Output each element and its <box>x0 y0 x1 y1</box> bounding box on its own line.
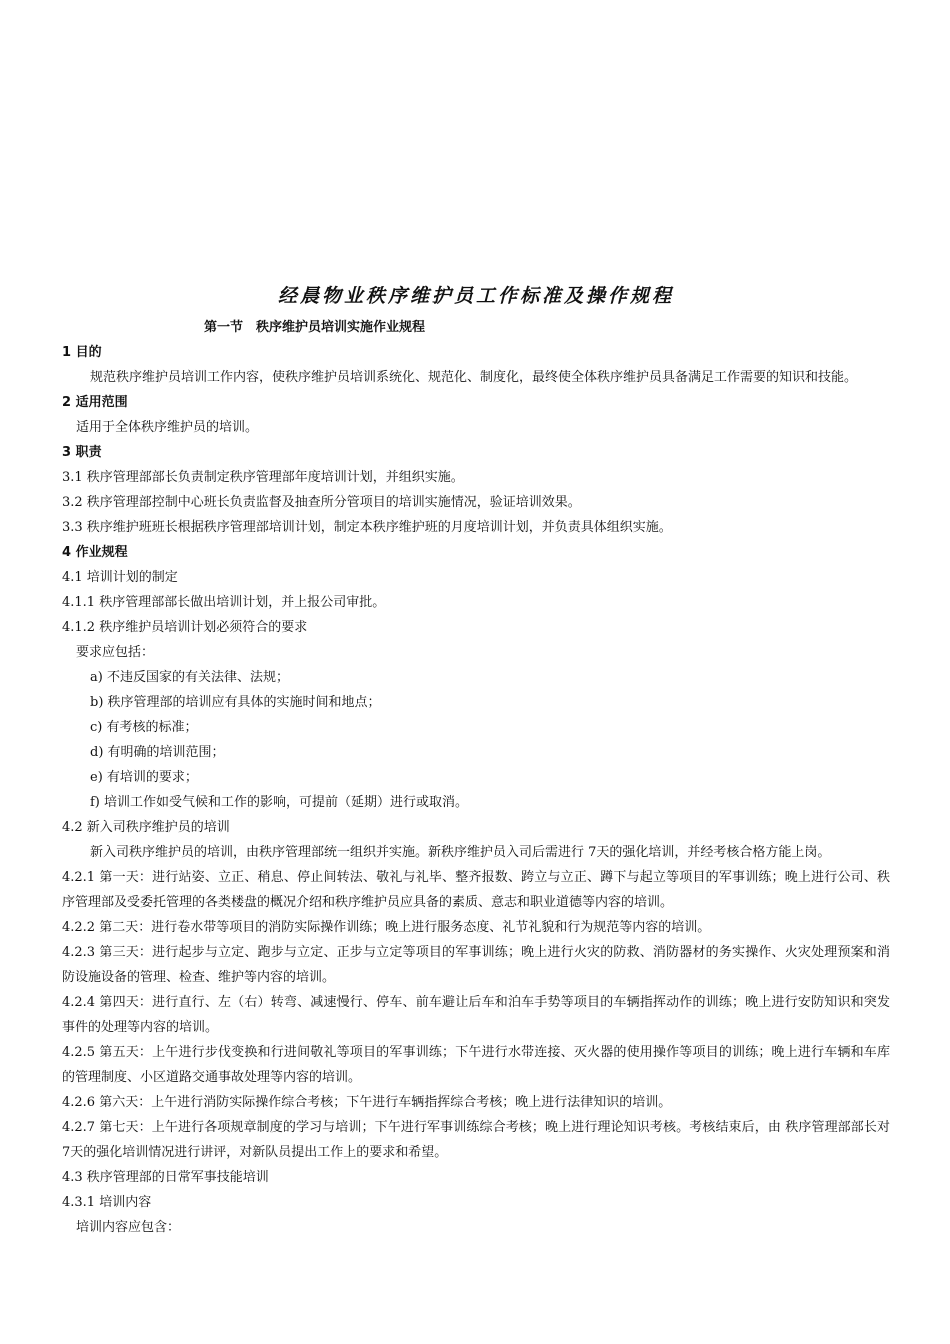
requirement-item: a) 不违反国家的有关法律、法规； <box>90 670 289 685</box>
requirement-item: f) 培训工作如受气候和工作的影响，可提前（延期）进行或取消。 <box>90 795 469 810</box>
clause-4-1-2: 4.1.2 秩序维护员培训计划必须符合的要求 <box>62 620 308 635</box>
duty-item: 3.1 秩序管理部部长负责制定秩序管理部年度培训计划，并组织实施。 <box>62 470 464 485</box>
clause-4-2: 4.2 新入司秩序维护员的培训 <box>62 820 230 835</box>
clause-4-2-body: 新入司秩序维护员的培训，由秩序管理部统一组织并实施。新秩序维护员入司后需进行 7天的强化培训，并经考核合格方能上岗。 <box>90 845 831 860</box>
training-day-item: 4.2.6 第六天：上午进行消防实际操作综合考核；下午进行车辆指挥综合考核；晚上进行法律知识的培训。 <box>62 1095 672 1110</box>
duty-item: 3.2 秩序管理部控制中心班长负责监督及抽查所分管项目的培训实施情况，验证培训效果。 <box>62 495 581 510</box>
clause-4-3-1: 4.3.1 培训内容 <box>62 1195 152 1210</box>
training-day-item: 4.2.5 第五天：上午进行步伐变换和行进间敬礼等项目的军事训练；下午进行水带连接、灭火器的使用操作等项目的训练；晚上进行车辆和车库的管理制度、小区道路交通事故处理等内容的培训。 <box>62 1045 890 1085</box>
duty-item: 3.3 秩序维护班班长根据秩序管理部培训计划，制定本秩序维护班的月度培训计划，并负责具体组织实施。 <box>62 520 672 535</box>
heading-duties: 3 职责 <box>62 445 102 460</box>
document-page <box>62 282 890 1240</box>
heading-scope: 2 适用范围 <box>62 395 128 410</box>
requirement-item: c) 有考核的标准； <box>90 720 198 735</box>
document-title: 经晨物业秩序维护员工作标准及操作规程 <box>277 285 674 307</box>
heading-procedure: 4 作业规程 <box>62 545 128 560</box>
clause-4-1: 4.1 培训计划的制定 <box>62 570 178 585</box>
training-day-item: 4.2.1 第一天：进行站姿、立正、稍息、停止间转法、敬礼与礼毕、整齐报数、跨立与立正、蹲下与起立等项目的军事训练；晚上进行公司、秩序管理部及受委托管理的各类楼盘的概况介绍和秩序维护员应具备的素质、意志和职业道德等内容的培训。 <box>62 870 890 910</box>
section-title: 第一节 秩序维护员培训实施作业规程 <box>204 320 426 335</box>
requirement-item: b) 秩序管理部的培训应有具体的实施时间和地点； <box>90 695 381 710</box>
training-day-item: 4.2.2 第二天：进行卷水带等项目的消防实际操作训练；晚上进行服务态度、礼节礼貌和行为规范等内容的培训。 <box>62 920 711 935</box>
purpose-body: 规范秩序维护员培训工作内容，使秩序维护员培训系统化、规范化、制度化，最终使全体秩序维护员具备满足工作需要的知识和技能。 <box>90 370 858 385</box>
training-day-item: 4.2.3 第三天：进行起步与立定、跑步与立定、正步与立定等项目的军事训练；晚上进行火灾的防救、消防器材的务实操作、火灾处理预案和消防设施设备的管理、检查、维护等内容的培训。 <box>62 945 890 985</box>
requirement-item: e) 有培训的要求； <box>90 770 198 785</box>
requirement-item: d) 有明确的培训范围； <box>90 745 225 760</box>
clause-4-3-1-body: 培训内容应包含： <box>76 1220 181 1235</box>
requirements-intro: 要求应包括： <box>76 645 155 660</box>
clause-4-3: 4.3 秩序管理部的日常军事技能培训 <box>62 1170 269 1185</box>
clause-4-1-1: 4.1.1 秩序管理部部长做出培训计划，并上报公司审批。 <box>62 595 386 610</box>
training-day-item: 4.2.4 第四天：进行直行、左（右）转弯、减速慢行、停车、前车避让后车和泊车手势等项目的车辆指挥动作的训练；晚上进行安防知识和突发事件的处理等内容的培训。 <box>62 995 890 1035</box>
heading-purpose: 1 目的 <box>62 345 102 360</box>
training-day-item: 4.2.7 第七天：上午进行各项规章制度的学习与培训；下午进行军事训练综合考核；晚上进行理论知识考核。考核结束后，由 秩序管理部部长对 7天的强化培训情况进行讲评，对新队员提出工作上的要求和希望。 <box>62 1120 890 1160</box>
scope-body: 适用于全体秩序维护员的培训。 <box>76 420 259 435</box>
